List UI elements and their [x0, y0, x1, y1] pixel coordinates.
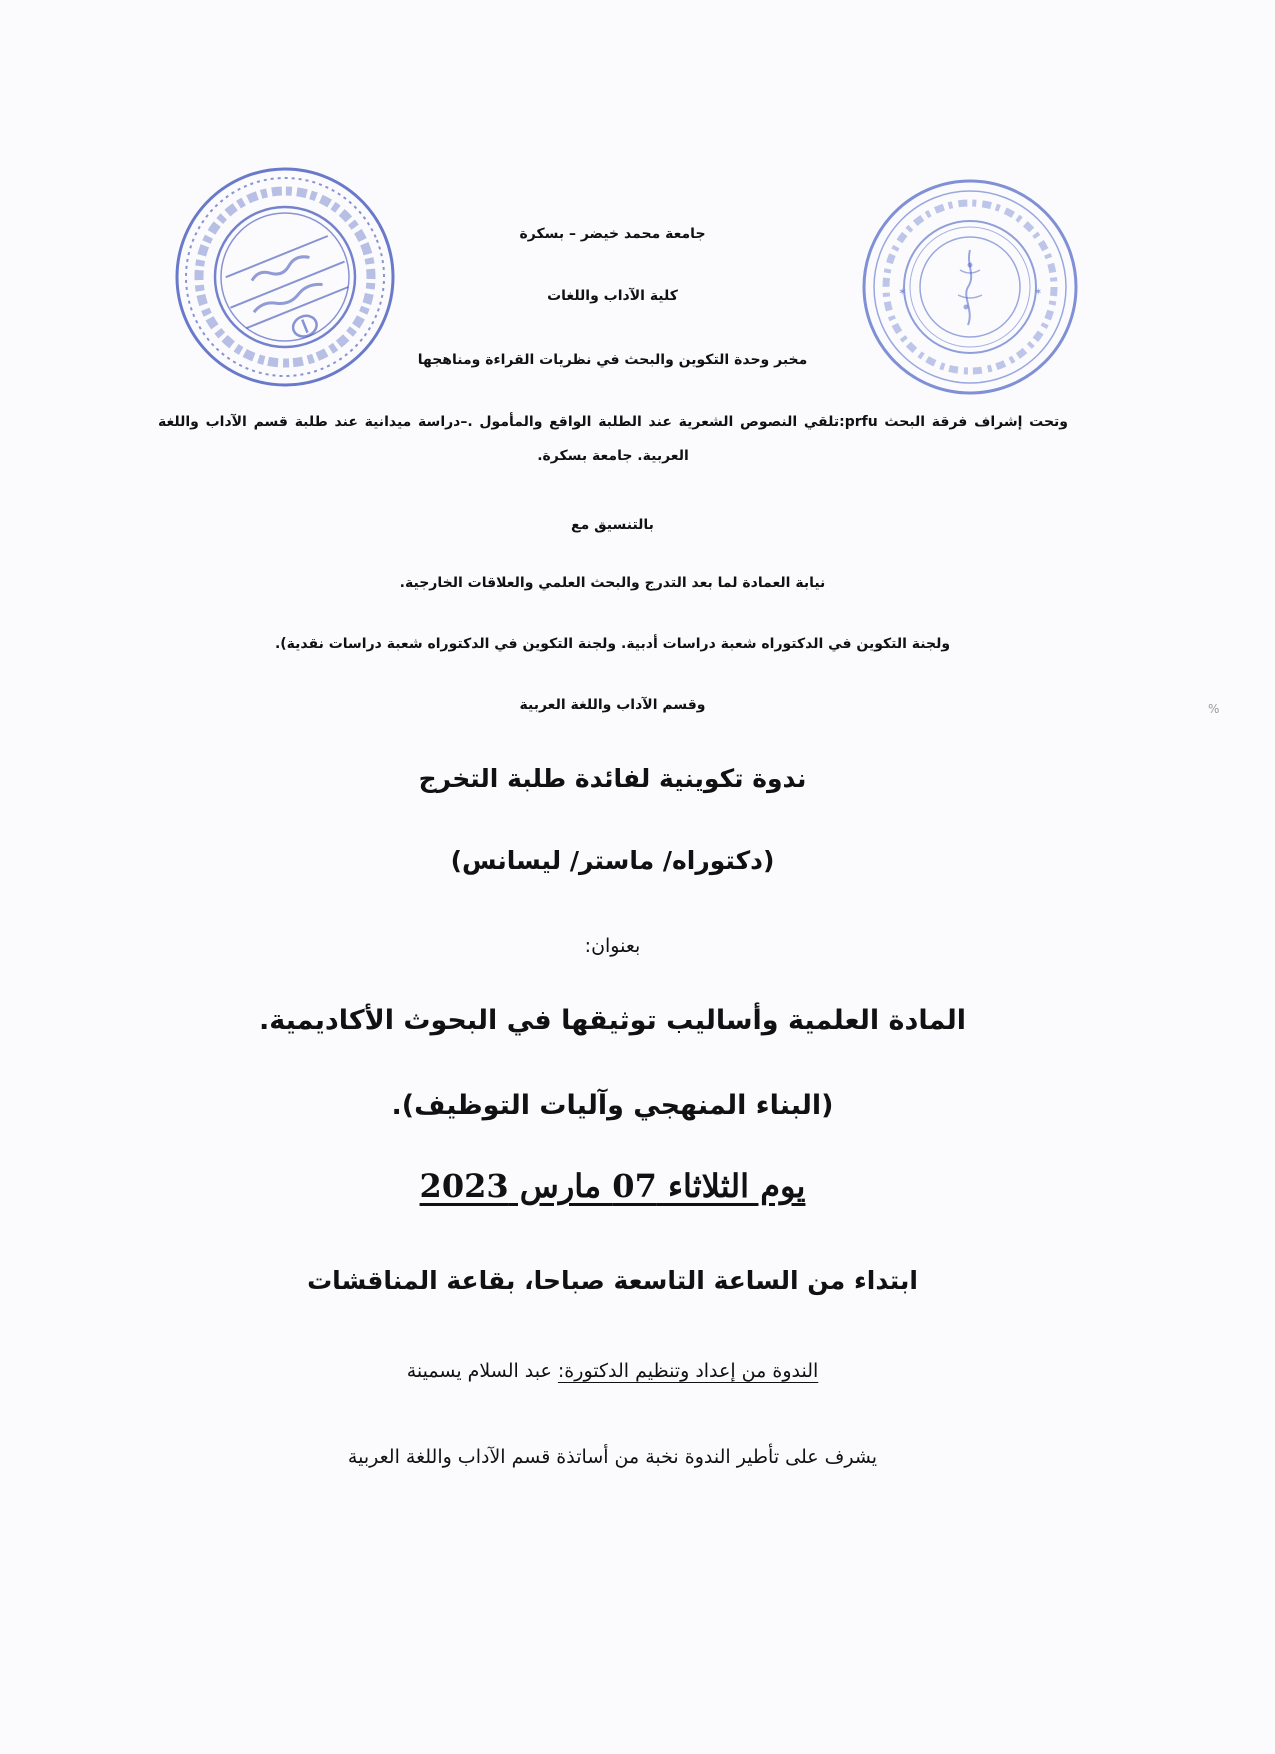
organizer-line: [160, 1360, 1065, 1382]
event-date: يوم الثلاثاء 07 مارس 2023: [419, 1167, 806, 1205]
supervision-paragraph: وتحت إشراف فرقة البحث prfu:تلقي النصوص الشعرية عند الطلبة الواقع والمأمول .–دراسة ميدانية عند طلبة قسم الآداب واللغة العربية. جامعة بسكرة.: [158, 414, 1068, 464]
coordination-item: ولجنة التكوين في الدكتوراه شعبة دراسات أدبية. ولجنة التكوين في الدكتوراه شعبة دراسات نقدية).: [274, 636, 951, 652]
lab-name: مخبر وحدة التكوين والبحث في نظريات القراءة ومناهجها: [417, 352, 808, 368]
subject-label: بعنوان:: [584, 935, 641, 957]
university-name: جامعة محمد خيضر – بسكرة: [519, 226, 706, 242]
margin-mark: %: [1208, 702, 1220, 716]
organizer-label: الندوة من إعداد وتنظيم الدكتورة:: [557, 1360, 819, 1382]
coordination-item: وقسم الآداب واللغة العربية: [519, 697, 706, 713]
coordination-item: نيابة العمادة لما بعد التدرج والبحث العلمي والعلاقات الخارجية.: [399, 575, 826, 591]
svg-text:✶: ✶: [1034, 287, 1043, 298]
coordination-label: بالتنسيق مع: [571, 517, 654, 533]
organizer-name: عبد السلام يسمينة: [406, 1360, 552, 1382]
svg-text:✶: ✶: [898, 287, 907, 298]
event-subtitle: (البناء المنهجي وآليات التوظيف).: [391, 1090, 834, 1121]
supervisors-line: يشرف على تأطير الندوة نخبة من أساتذة قسم الآداب واللغة العربية: [347, 1446, 878, 1468]
event-subject: المادة العلمية وأساليب توثيقها في البحوث الأكاديمية.: [259, 1005, 966, 1036]
faculty-name: كلية الآداب واللغات: [547, 288, 678, 304]
event-levels: (دكتوراه/ ماستر/ ليسانس): [450, 846, 775, 875]
event-title: ندوة تكوينية لفائدة طلبة التخرج: [418, 764, 807, 793]
event-time-place: ابتداء من الساعة التاسعة صباحا، بقاعة المناقشات: [307, 1266, 918, 1295]
